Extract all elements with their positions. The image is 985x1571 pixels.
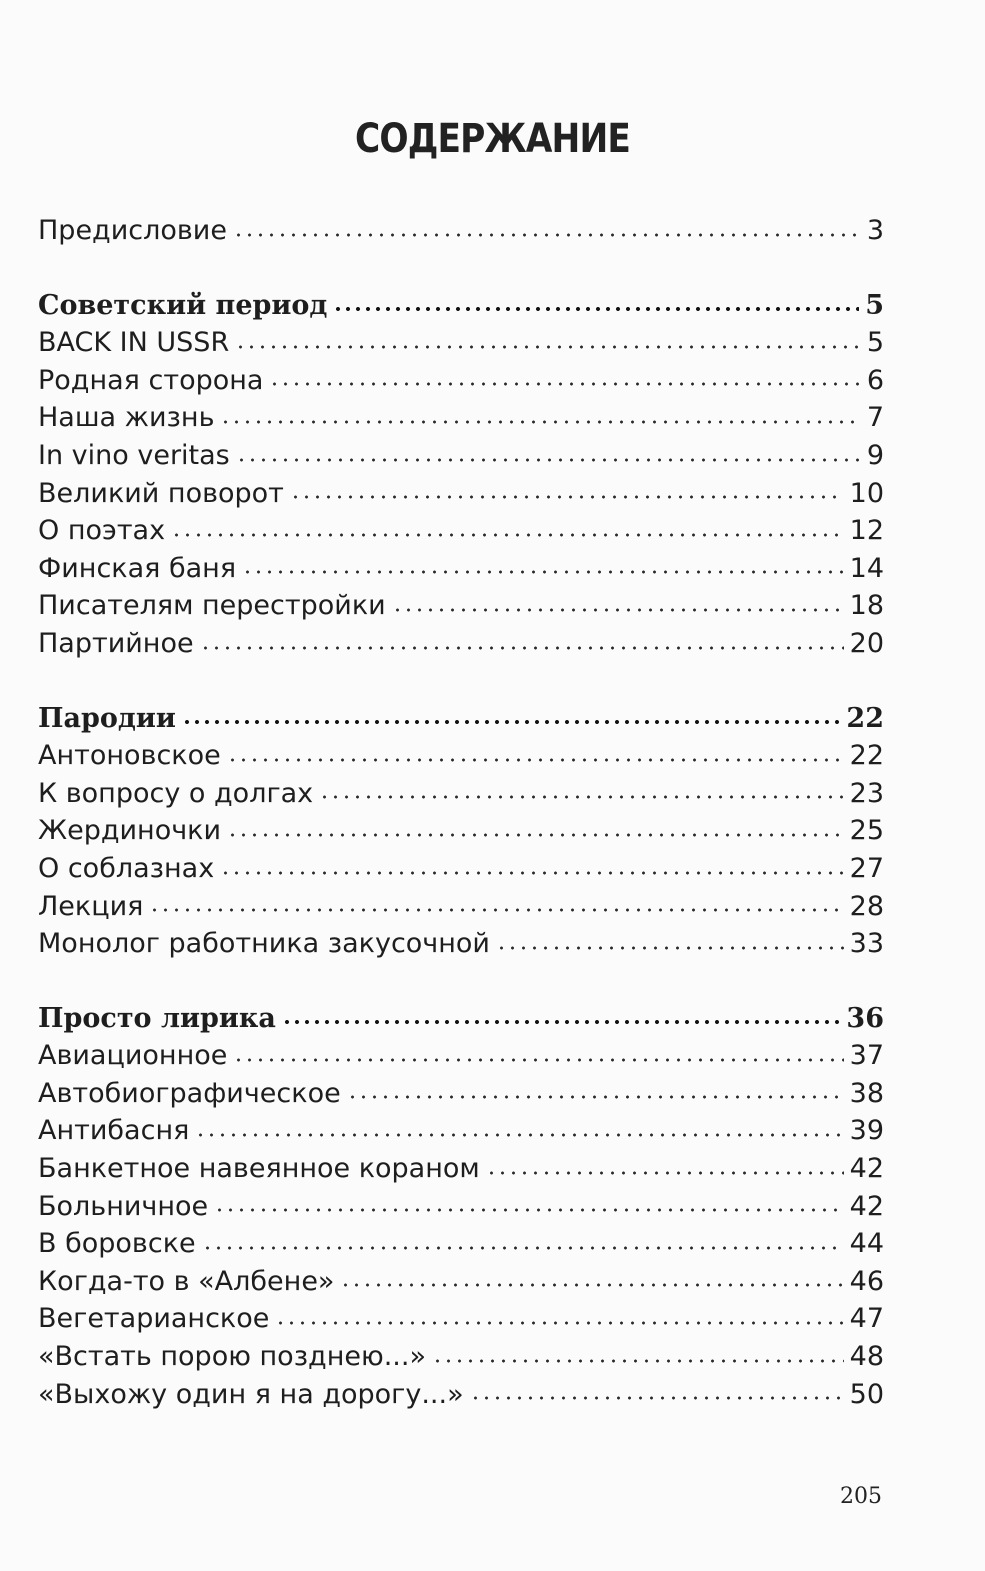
entry-page-number: 22	[849, 740, 884, 772]
toc-entry	[38, 362, 884, 400]
dot-leader	[235, 342, 861, 354]
entry-page-number: 47	[849, 1303, 884, 1335]
toc-section-heading	[38, 1000, 884, 1038]
toc-entry	[38, 475, 884, 513]
entry-title: Писателям перестройки	[38, 590, 386, 622]
dot-leader	[340, 1280, 843, 1292]
entry-title: Наша жизнь	[38, 402, 215, 434]
toc-entry	[38, 324, 884, 362]
entry-title: Когда-то в «Албене»	[38, 1265, 335, 1297]
entry-title: Вегетарианское	[38, 1303, 270, 1335]
entry-page-number: 42	[849, 1190, 884, 1222]
entry-page-number: 42	[849, 1153, 884, 1185]
entry-title: Монолог работника закусочной	[38, 928, 490, 960]
entry-title: Банкетное навеянное кораном	[38, 1153, 480, 1185]
entry-page-number: 14	[849, 552, 884, 584]
entry-title: Родная сторона	[38, 364, 264, 396]
dot-leader	[233, 1055, 843, 1067]
entry-title: Великий поворот	[38, 477, 284, 509]
dot-leader	[182, 717, 840, 729]
dot-leader	[290, 492, 844, 504]
entry-page-number: 28	[849, 890, 884, 922]
toc-entry	[38, 587, 884, 625]
section-heading-title: Пародии	[38, 702, 176, 734]
entry-page-number: 48	[849, 1341, 884, 1373]
toc-section	[38, 287, 884, 663]
toc-entry	[38, 812, 884, 850]
dot-leader	[470, 1393, 844, 1405]
dot-leader	[171, 530, 844, 542]
dot-leader	[275, 1318, 843, 1330]
toc-entry	[38, 737, 884, 775]
entry-page-number: 39	[849, 1115, 884, 1147]
dot-leader	[282, 1017, 840, 1029]
toc-entry	[38, 550, 884, 588]
dot-leader	[233, 230, 861, 242]
entry-page-number: 5	[865, 289, 884, 321]
dot-leader	[227, 755, 844, 767]
entry-title: Лекция	[38, 890, 144, 922]
toc-section	[38, 212, 884, 250]
toc-entry	[38, 1263, 884, 1301]
entry-page-number: 27	[849, 852, 884, 884]
dot-leader	[486, 1168, 844, 1180]
toc-entry	[38, 850, 884, 888]
dot-leader	[319, 792, 843, 804]
dot-leader	[227, 830, 844, 842]
dot-leader	[236, 455, 861, 467]
entry-page-number: 38	[849, 1077, 884, 1109]
entry-page-number: 10	[849, 477, 884, 509]
toc-entry	[38, 399, 884, 437]
dot-leader	[347, 1092, 844, 1104]
entry-page-number: 37	[849, 1040, 884, 1072]
entry-title: Антоновское	[38, 740, 221, 772]
entry-title: Автобиографическое	[38, 1077, 341, 1109]
dot-leader	[220, 417, 860, 429]
toc-section	[38, 700, 884, 963]
entry-page-number: 5	[866, 327, 884, 359]
toc-entry	[38, 437, 884, 475]
entry-title: Жердиночки	[38, 815, 222, 847]
toc-entry	[38, 1338, 884, 1376]
entry-title: К вопросу о долгах	[38, 777, 314, 809]
entry-page-number: 46	[849, 1265, 884, 1297]
dot-leader	[149, 905, 843, 917]
entry-page-number: 18	[849, 590, 884, 622]
entry-page-number: 44	[849, 1228, 884, 1260]
toc-section	[38, 1000, 884, 1414]
section-heading-title: Просто лирика	[38, 1002, 276, 1034]
entry-page-number: 9	[866, 439, 884, 471]
toc-entry	[38, 1150, 884, 1188]
toc-entry	[38, 1112, 884, 1150]
toc-entry	[38, 1376, 884, 1414]
entry-page-number: 12	[849, 515, 884, 547]
dot-leader	[202, 1243, 844, 1255]
entry-title: In vino veritas	[38, 439, 230, 471]
dot-leader	[195, 1130, 843, 1142]
toc-entry	[38, 1188, 884, 1226]
page-title: СОДЕРЖАНИЕ	[354, 116, 631, 162]
toc-entry	[38, 1225, 884, 1263]
dot-leader	[242, 567, 844, 579]
dot-leader	[333, 304, 859, 316]
entry-page-number: 22	[846, 702, 884, 734]
toc-entry	[38, 512, 884, 550]
entry-title: «Встать порою позднею...»	[38, 1341, 426, 1373]
entry-title: Финская баня	[38, 552, 237, 584]
toc-entry	[38, 212, 884, 250]
dot-leader	[200, 643, 844, 655]
page-number: 205	[840, 1484, 882, 1509]
entry-title: В боровске	[38, 1228, 196, 1260]
toc-entry	[38, 1037, 884, 1075]
dot-leader	[496, 943, 844, 955]
dot-leader	[220, 868, 843, 880]
toc-section-heading	[38, 287, 884, 325]
entry-page-number: 7	[866, 402, 884, 434]
dot-leader	[432, 1356, 844, 1368]
entry-page-number: 50	[849, 1378, 884, 1410]
dot-leader	[214, 1205, 843, 1217]
entry-title: Авиационное	[38, 1040, 228, 1072]
entry-page-number: 3	[866, 215, 884, 246]
entry-title: «Выхожу один я на дорогу...»	[38, 1378, 464, 1410]
entry-title: О поэтах	[38, 515, 166, 547]
table-of-contents	[38, 212, 884, 1413]
section-heading-title: Советский период	[38, 289, 328, 321]
entry-page-number: 33	[849, 928, 884, 960]
toc-entry	[38, 625, 884, 663]
entry-page-number: 20	[849, 627, 884, 659]
dot-leader	[269, 379, 860, 391]
toc-entry	[38, 925, 884, 963]
toc-section-heading	[38, 700, 884, 738]
entry-page-number: 23	[849, 777, 884, 809]
entry-page-number: 6	[866, 364, 884, 396]
dot-leader	[392, 605, 844, 617]
toc-entry	[38, 888, 884, 926]
entry-title: Партийное	[38, 627, 194, 659]
toc-entry	[38, 1075, 884, 1113]
entry-page-number: 36	[846, 1002, 884, 1034]
entry-title: О соблазнах	[38, 852, 215, 884]
entry-page-number: 25	[849, 815, 884, 847]
entry-title: Предисловие	[38, 215, 227, 246]
toc-entry	[38, 1300, 884, 1338]
entry-title: Антибасня	[38, 1115, 190, 1147]
toc-entry	[38, 775, 884, 813]
entry-title: BACK IN USSR	[38, 327, 230, 359]
entry-title: Больничное	[38, 1190, 209, 1222]
